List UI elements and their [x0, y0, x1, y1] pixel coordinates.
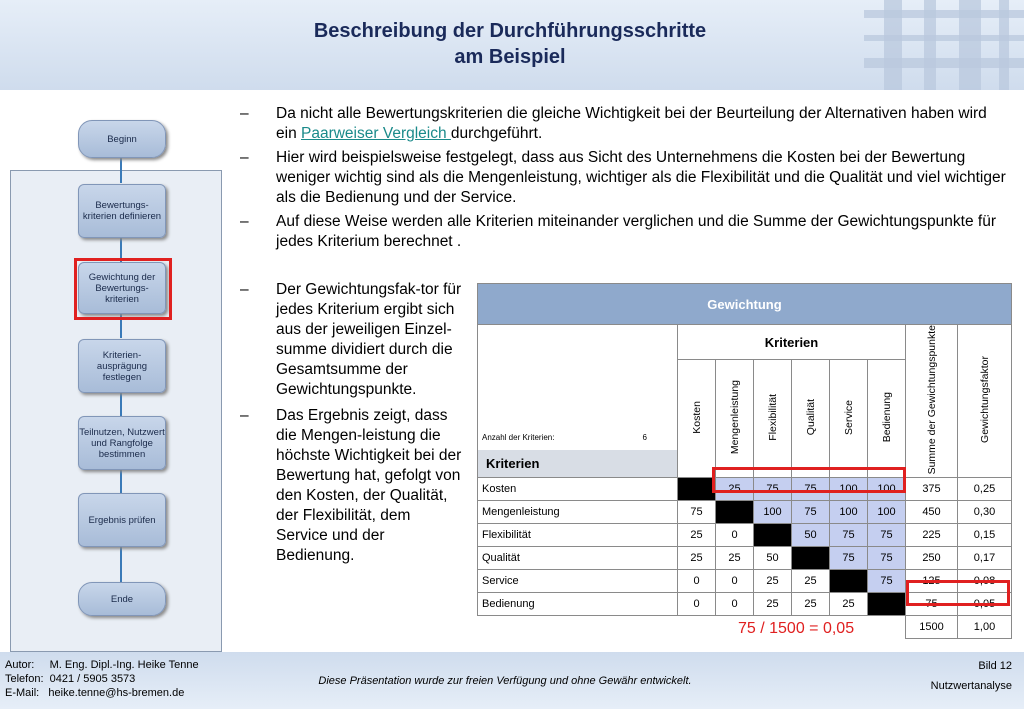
- table-cell: 25: [754, 593, 792, 616]
- table-cell: 25: [716, 478, 754, 501]
- header-decoration: [864, 0, 1024, 90]
- row-factor: 0,25: [958, 478, 1012, 501]
- slide-topic: Nutzwertanalyse: [930, 680, 1012, 692]
- kriterien-header: Kriterien: [678, 325, 906, 360]
- table-cell: 0: [678, 593, 716, 616]
- row-label: Qualität: [478, 547, 678, 570]
- highlight-kosten-row: [712, 467, 906, 493]
- anzahl-value: 6: [642, 433, 647, 443]
- flowchart-frame: [10, 170, 222, 652]
- table-cell: 75: [868, 524, 906, 547]
- row-label: Mengenleistung: [478, 501, 678, 524]
- footer: [0, 652, 1024, 709]
- footer-slide-info: [931, 656, 1012, 696]
- row-sum: 450: [906, 501, 958, 524]
- total-factor: 1,00: [958, 616, 1012, 639]
- header: [0, 0, 1024, 90]
- table-title: Gewichtung: [478, 284, 1012, 325]
- table-cell: 0: [716, 524, 754, 547]
- table-cell: 100: [868, 501, 906, 524]
- table-cell: 0: [678, 570, 716, 593]
- row-label: Service: [478, 570, 678, 593]
- table-cell: [716, 501, 754, 524]
- table-cell: [830, 570, 868, 593]
- table-cell: 25: [678, 547, 716, 570]
- bullet-item: – Der Gewichtungsfak-tor für jedes Kriterium ergibt sich aus der jeweiligen Einzel-summe dividiert durch die Gesamtsumme der Gewichtungspunkte.: [240, 281, 462, 398]
- row-factor: 0,05: [958, 593, 1012, 616]
- anzahl-label: Anzahl der Kriterien:: [482, 433, 555, 443]
- flow-step-nutzwert: Teilnutzen, Nutzwert und Rangfolge bestimmen: [78, 416, 166, 470]
- column-header: Flexibilität: [766, 394, 779, 441]
- gewichtung-table-wrapper: [470, 280, 1016, 640]
- highlight-current-step: [74, 258, 172, 320]
- table-cell: 75: [792, 478, 830, 501]
- column-header: Bedienung: [880, 392, 893, 443]
- row-label: Kosten: [478, 478, 678, 501]
- bullet-item: – Das Ergebnis zeigt, dass die Mengen-leistung die höchste Wichtigkeit bei der Bewertung hat, gefolgt von den Kosten, der Qualität, der Flexibilität, dem Service und der Bedienung.: [240, 407, 462, 564]
- flow-step-kriterien-definieren: Bewertungs-kriterien definieren: [78, 184, 166, 238]
- highlight-bedienung-result: [906, 580, 1010, 606]
- table-row: [478, 547, 1012, 570]
- sum-header: Summe der Gewichtungspunkte: [925, 325, 938, 475]
- table-cell: 100: [868, 478, 906, 501]
- column-header: Qualität: [804, 399, 817, 436]
- table-row: [478, 524, 1012, 547]
- table-cell: 75: [868, 570, 906, 593]
- table-row: [478, 501, 1012, 524]
- row-factor: 0,17: [958, 547, 1012, 570]
- table-cell: 75: [830, 524, 868, 547]
- table-cell: 50: [754, 547, 792, 570]
- row-header: Kriterien: [478, 450, 677, 477]
- bullet-item: – Da nicht alle Bewertungskriterien die gleiche Wichtigkeit bei der Beurteilung der Alternativen haben wird ein Paarweiser Vergleich durchgeführt.: [240, 105, 987, 142]
- row-factor: 0,15: [958, 524, 1012, 547]
- table-cell: 100: [830, 501, 868, 524]
- flow-step-beginn: Beginn: [78, 120, 166, 158]
- row-sum: 125: [906, 570, 958, 593]
- footer-disclaimer: Diese Präsentation wurde zur freien Verfügung und ohne Gewähr entwickelt.: [318, 675, 692, 687]
- column-header: Mengenleistung: [728, 380, 741, 455]
- factor-header: Gewichtungsfaktor: [978, 356, 991, 444]
- footer-contact: Autor: M. Eng. Dipl.-Ing. Heike Tenne Telefon: 0421 / 5905 3573 E-Mail: heike.tenne@hs-bremen.de: [5, 659, 199, 699]
- row-sum: 225: [906, 524, 958, 547]
- table-cell: [792, 547, 830, 570]
- table-cell: 100: [830, 478, 868, 501]
- table-cell: 25: [830, 593, 868, 616]
- table-cell: 75: [830, 547, 868, 570]
- table-cell: 0: [716, 593, 754, 616]
- column-header: Service: [842, 399, 855, 435]
- table-cell: 0: [716, 570, 754, 593]
- bullet-item: – Auf diese Weise werden alle Kriterien miteinander verglichen und die Summe der Gewichtungspunkte für jedes Kriterium berechnet .: [240, 213, 996, 250]
- flow-step-ergebnis-pruefen: Ergebnis prüfen: [78, 493, 166, 547]
- row-factor: 0,08: [958, 570, 1012, 593]
- table-cell: 25: [754, 570, 792, 593]
- slide-number: Bild 12: [978, 660, 1012, 672]
- table-cell: [678, 478, 716, 501]
- table-cell: 75: [868, 547, 906, 570]
- table-cell: 75: [678, 501, 716, 524]
- row-label: Flexibilität: [478, 524, 678, 547]
- narrow-bullet-list: [240, 280, 465, 572]
- total-sum: 1500: [906, 616, 958, 639]
- row-label: Bedienung: [478, 593, 678, 616]
- flow-step-gewichtung: Gewichtung der Bewertungs-kriterien: [78, 262, 166, 314]
- flow-step-ende: Ende: [78, 582, 166, 616]
- table-cell: 75: [792, 501, 830, 524]
- table-cell: 25: [792, 570, 830, 593]
- table-cell: 100: [754, 501, 792, 524]
- page-title: Beschreibung der Durchführungsschritte am Beispiel: [313, 20, 707, 68]
- row-factor: 0,30: [958, 501, 1012, 524]
- row-sum: 250: [906, 547, 958, 570]
- table-cell: [868, 593, 906, 616]
- formula: 75 / 1500 = 0,05: [738, 620, 855, 637]
- table-cell: 75: [754, 478, 792, 501]
- table-cell: 25: [678, 524, 716, 547]
- table-cell: 50: [792, 524, 830, 547]
- row-sum: 75: [906, 593, 958, 616]
- bullet-item: – Hier wird beispielsweise festgelegt, dass aus Sicht des Unternehmens die Kosten bei der Bewertung weniger wichtig sind als die Mengenleistung, wichtiger als die Flexibilität und die Qualität und viel wichtiger als die Bedienung und der Service.: [240, 149, 1006, 206]
- flow-step-auspraegung: Kriterien-ausprägung festlegen: [78, 339, 166, 393]
- bullet-list: [240, 104, 1010, 256]
- table-cell: 25: [792, 593, 830, 616]
- table-cell: 25: [716, 547, 754, 570]
- column-header: Kosten: [690, 401, 703, 434]
- table-cell: [754, 524, 792, 547]
- paarweiser-vergleich-link[interactable]: Paarweiser Vergleich: [301, 125, 451, 142]
- row-sum: 375: [906, 478, 958, 501]
